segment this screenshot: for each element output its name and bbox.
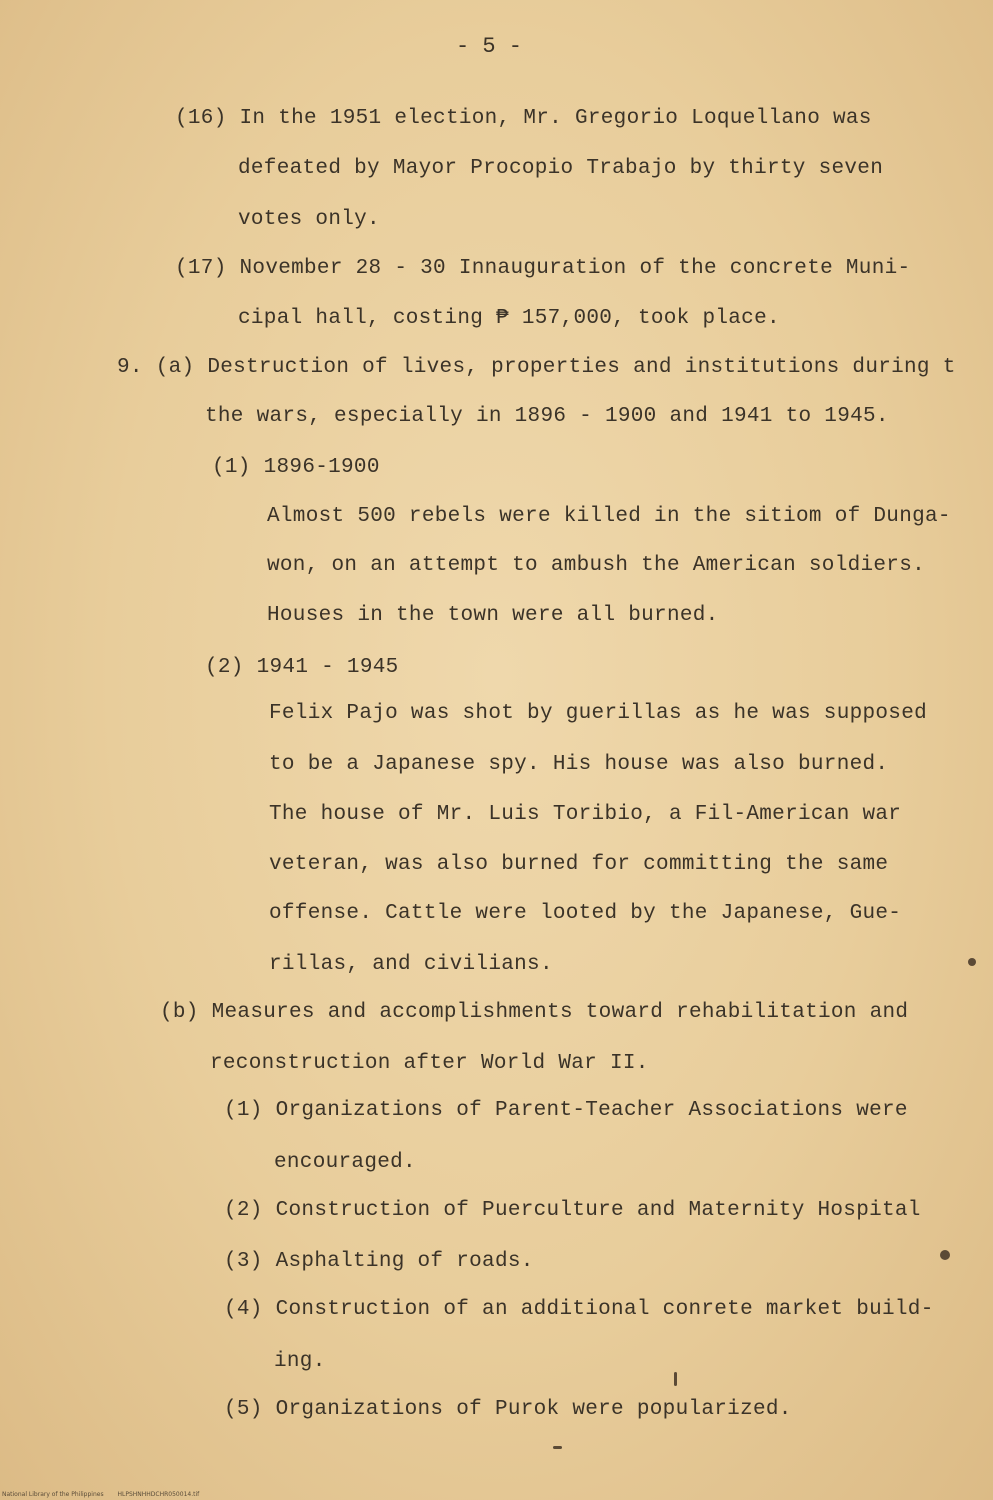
text-line: won, on an attempt to ambush the American soldiers. [267,554,926,577]
list-item: (5) Organizations of Purok were popularized. [224,1398,792,1421]
text-line: (17) November 28 - 30 Innauguration of the concrete Muni- [175,257,911,280]
text-line: veteran, was also burned for committing the same [269,853,889,876]
text-line: Felix Pajo was shot by guerillas as he was supposed [269,702,928,725]
text-line: encouraged. [274,1151,416,1174]
text-line: votes only. [238,208,380,231]
subsection-heading: (2) 1941 - 1945 [205,656,399,679]
text-line: Houses in the town were all burned. [267,604,719,627]
text-line: defeated by Mayor Procopio Trabajo by thirty seven [238,157,884,180]
text-line: Almost 500 rebels were killed in the sitiom of Dunga- [267,505,951,528]
list-item: (1) Organizations of Parent-Teacher Associations were [224,1099,908,1122]
subsection-heading: (1) 1896-1900 [212,456,380,479]
text-line: ing. [274,1350,326,1373]
footer-file: HLPSHNHHDCHR050014.tif [117,1491,200,1498]
text-line: (16) In the 1951 election, Mr. Gregorio Loquellano was [175,107,872,130]
text-line: rillas, and civilians. [269,953,553,976]
section-heading: (b) Measures and accomplishments toward rehabilitation and [160,1001,909,1024]
ink-speck [968,958,976,966]
scan-footer [2,1491,199,1498]
text-line: the wars, especially in 1896 - 1900 and 1941 to 1945. [205,405,889,428]
ink-speck [553,1446,562,1449]
ink-speck [940,1250,950,1260]
text-line: The house of Mr. Luis Toribio, a Fil-American war [269,803,902,826]
text-line: reconstruction after World War II. [210,1052,649,1075]
ink-speck [674,1372,677,1386]
section-heading: 9. (a) Destruction of lives, properties and institutions during t [117,356,956,379]
text-line: offense. Cattle were looted by the Japanese, Gue- [269,902,902,925]
list-item: (2) Construction of Puerculture and Maternity Hospital [224,1199,921,1222]
list-item: (4) Construction of an additional conrete market build- [224,1298,934,1321]
text-line: cipal hall, costing ₱ 157,000, took place. [238,307,780,330]
page-number: - 5 - [456,34,523,59]
footer-library: National Library of the Philippines [2,1491,104,1498]
list-item: (3) Asphalting of roads. [224,1250,534,1273]
text-line: to be a Japanese spy. His house was also burned. [269,753,889,776]
